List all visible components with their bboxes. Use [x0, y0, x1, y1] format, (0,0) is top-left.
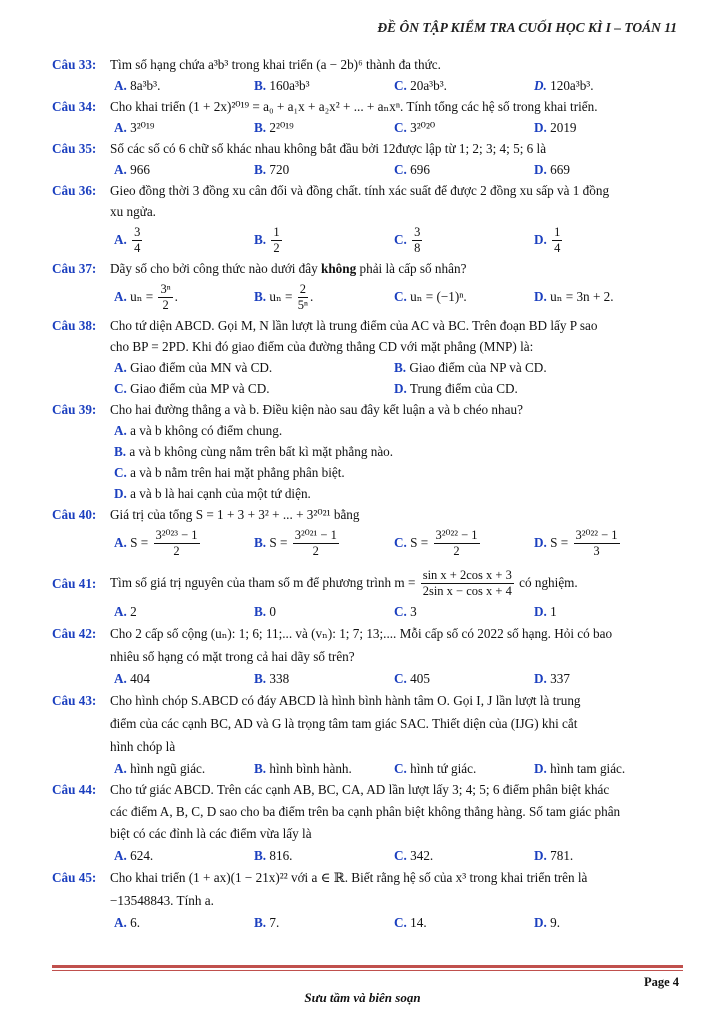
option-b[interactable]: B. 0	[254, 604, 276, 619]
question-stem: Gieo đồng thời 3 đồng xu cân đối và đồng chất. tính xác suất để được 2 đồng xu sấp và 1 đồng	[110, 183, 610, 198]
question-stem: Cho hình chóp S.ABCD có đáy ABCD là hình bình hành tâm O. Gọi I, J lần lượt là trung	[110, 693, 581, 708]
question-43	[52, 689, 683, 779]
option-c[interactable]: C. 342.	[394, 848, 434, 863]
question-37	[52, 258, 683, 315]
question-42	[52, 622, 683, 689]
option-c[interactable]: C. $\frac{3}{8}$	[394, 225, 421, 256]
question-number: Câu 38:	[52, 318, 97, 333]
question-number: Câu 41:	[52, 576, 97, 591]
option-a[interactable]: A. uₙ = $\frac{\text{3ⁿ}}{2}$ .	[114, 282, 178, 313]
question-38	[52, 315, 683, 399]
option-c[interactable]: C. 3²⁰²⁰	[394, 120, 436, 135]
question-stem: Cho 2 cấp số cộng (uₙ): 1; 6; 11;... và (vₙ): 1; 7; 13;.... Mỗi cấp số có 2022 số hạng. Hỏi có bao	[110, 626, 613, 641]
question-number: Câu 36:	[52, 183, 97, 198]
option-a[interactable]: A. 966	[114, 162, 150, 177]
options	[110, 525, 683, 561]
option-b[interactable]: B. a và b không cùng nằm trên bất kì mặt phẳng nào.	[114, 444, 394, 459]
question-stem-cont: cho BP = 2PD. Khi đó giao điểm của đường thẳng CD với mặt phẳng (MNP) là:	[110, 339, 534, 354]
option-c[interactable]: C. a và b nằm trên hai mặt phẳng phân biệt.	[114, 465, 345, 480]
options-row-2	[110, 378, 683, 399]
question-stem: Cho tứ giác ABCD. Trên các cạnh AB, BC, CA, AD lần lượt lấy 3; 4; 5; 6 điểm phân biệt khác	[110, 782, 610, 797]
question-stem: Tìm số hạng chứa a³b³ trong khai triển (a − 2b)⁶ thành đa thức.	[110, 57, 441, 72]
options	[110, 845, 683, 866]
question-stem: Cho khai triển (1 + ax)(1 − 21x)²² với a ∈ ℝ. Biết rằng hệ số của x³ trong khai triển trên là	[110, 870, 588, 885]
option-a[interactable]: A. 404	[114, 671, 150, 686]
option-a[interactable]: A. hình ngũ giác.	[114, 761, 206, 776]
option-d[interactable]: D. Trung điểm của CD.	[394, 381, 518, 396]
option-b[interactable]: B. uₙ = $\frac{2}{\text{5ⁿ}}$ .	[254, 282, 314, 313]
option-c[interactable]: C. uₙ = (−1)ⁿ.	[394, 289, 467, 304]
question-number: Câu 33:	[52, 57, 97, 72]
option-a[interactable]: A. 6.	[114, 915, 141, 930]
options	[110, 75, 683, 96]
question-stem-cont: điểm của các cạnh BC, AD và G là trọng tâm tam giác SAC. Thiết diện của (IJG) khi cắt	[110, 716, 578, 731]
option-d[interactable]: D. hình tam giác.	[534, 761, 626, 776]
question-number: Câu 40:	[52, 507, 97, 522]
option-d[interactable]: D. 120a³b³.	[534, 78, 594, 93]
option-c[interactable]: C. 696	[394, 162, 430, 177]
option-d[interactable]: D. 781.	[534, 848, 574, 863]
option-c[interactable]: C. 3	[394, 604, 417, 619]
option-b[interactable]: B. S = $\frac{\text{3²⁰²¹ − 1}}{2}$	[254, 528, 337, 559]
question-stem-cont: nhiêu số hạng có mặt trong cả hai dãy số trên?	[110, 649, 355, 664]
option-d[interactable]: D. a và b là hai cạnh của một tứ diện.	[114, 486, 311, 501]
question-39	[52, 399, 683, 504]
option-a[interactable]: A. Giao điểm của MN và CD.	[114, 360, 273, 375]
option-a[interactable]: A. 2	[114, 604, 137, 619]
option-c[interactable]: C. 405	[394, 671, 430, 686]
question-45	[52, 866, 683, 933]
options	[110, 912, 683, 933]
option-d[interactable]: D. $\frac{1}{4}$	[534, 225, 561, 256]
question-number: Câu 43:	[52, 693, 97, 708]
question-40	[52, 504, 683, 561]
question-stem-cont: −13548843. Tính a.	[110, 893, 214, 908]
option-d[interactable]: D. 2019	[534, 120, 577, 135]
question-number: Câu 34:	[52, 99, 97, 114]
option-a[interactable]: A. $\frac{3}{4}$	[114, 225, 141, 256]
option-c[interactable]: C. hình tứ giác.	[394, 761, 477, 776]
options	[110, 117, 683, 138]
question-stem: Số các số có 6 chữ số khác nhau không bắt đầu bởi 12được lập từ 1; 2; 3; 4; 5; 6 là	[110, 141, 547, 156]
option-c[interactable]: C. Giao điểm của MP và CD.	[114, 381, 270, 396]
question-stem: Cho hai đường thẳng a và b. Điều kiện nào sau đây kết luận a và b chéo nhau?	[110, 402, 523, 417]
footer-divider	[52, 965, 683, 968]
option-c[interactable]: C. 20a³b³.	[394, 78, 447, 93]
question-number: Câu 37:	[52, 261, 97, 276]
option-b[interactable]: B. 720	[254, 162, 290, 177]
option-b[interactable]: B. 2²⁰¹⁹	[254, 120, 294, 135]
option-b[interactable]: B. 338	[254, 671, 290, 686]
page-header: ĐỀ ÔN TẬP KIỂM TRA CUỐI HỌC KÌ I – TOÁN 11	[377, 20, 677, 35]
option-a[interactable]: A. 3²⁰¹⁹	[114, 120, 155, 135]
question-44	[52, 779, 683, 866]
option-d[interactable]: D. 337	[534, 671, 570, 686]
footer-credit: Sưu tầm và biên soạn	[304, 990, 421, 1005]
question-stem-cont: các điểm A, B, C, D sao cho ba điểm trên ba cạnh phân biệt không thẳng hàng. Số tam giác phân	[110, 804, 621, 819]
page-number: Page 4	[643, 975, 679, 989]
question-number: Câu 45:	[52, 870, 97, 885]
option-b[interactable]: B. 160a³b³	[254, 78, 310, 93]
options	[110, 222, 683, 258]
question-number: Câu 44:	[52, 782, 97, 797]
option-c[interactable]: C. S = $\frac{\text{3²⁰²² − 1}}{2}$	[394, 528, 478, 559]
question-stem: Cho tứ diện ABCD. Gọi M, N lần lượt là trung điểm của AC và BC. Trên đoạn BD lấy P sao	[110, 318, 598, 333]
question-41	[52, 565, 683, 622]
question-number: Câu 39:	[52, 402, 97, 417]
option-b[interactable]: B. hình bình hành.	[254, 761, 352, 776]
options	[110, 668, 683, 689]
option-b[interactable]: B. 7.	[254, 915, 280, 930]
option-a[interactable]: A. a và b không có điểm chung.	[114, 423, 283, 438]
option-c[interactable]: C. 14.	[394, 915, 427, 930]
footer-divider-thin	[52, 970, 683, 971]
option-a[interactable]: A. 624.	[114, 848, 154, 863]
option-b[interactable]: B. $\frac{1}{2}$	[254, 225, 280, 256]
question-stem: Cho khai triển (1 + 2x)²⁰¹⁹ = a₀ + a₁x + a₂x² + ... + aₙxⁿ. Tính tổng các hệ số trong khai triển.	[110, 99, 598, 114]
option-d[interactable]: D. S = $\frac{\text{3²⁰²² − 1}}{3}$	[534, 528, 618, 559]
option-d[interactable]: D. uₙ = 3n + 2.	[534, 289, 614, 304]
question-number: Câu 35:	[52, 141, 97, 156]
question-stem-cont-2: biệt có các đỉnh là các điểm vừa lấy là	[110, 826, 312, 841]
question-stem-cont: xu ngửa.	[110, 204, 156, 219]
option-b[interactable]: B. Giao điểm của NP và CD.	[394, 360, 547, 375]
option-d[interactable]: D. 9.	[534, 915, 561, 930]
option-b[interactable]: B. 816.	[254, 848, 293, 863]
question-number: Câu 42:	[52, 626, 97, 641]
options	[110, 601, 683, 622]
question-stem: Giá trị của tổng S = 1 + 3 + 3² + ... + 3²⁰²¹ bằng	[110, 507, 360, 522]
question-stem-cont-2: hình chóp là	[110, 739, 176, 754]
option-a[interactable]: A. 8a³b³.	[114, 78, 161, 93]
options	[110, 159, 683, 180]
question-list	[52, 54, 683, 933]
option-a[interactable]: A. S = $\frac{\text{3²⁰²³ − 1}}{2}$	[114, 528, 198, 559]
option-d[interactable]: D. 669	[534, 162, 570, 177]
question-35	[52, 138, 683, 180]
question-33	[52, 54, 683, 96]
options	[110, 279, 683, 315]
question-34	[52, 96, 683, 138]
question-stem: Tìm số giá trị nguyên của tham số m để phương trình m = $\frac{\text{sin x + 2cos x + 3}}{\text{2sin x − cos x + 4}}$ có nghiệm.	[110, 568, 578, 599]
question-stem: Dãy số cho bởi công thức nào dưới đây không phải là cấp số nhân?	[110, 261, 467, 276]
options	[110, 420, 683, 504]
options-row-1	[110, 357, 683, 378]
question-36	[52, 180, 683, 258]
option-d[interactable]: D. 1	[534, 604, 557, 619]
options	[110, 758, 683, 779]
